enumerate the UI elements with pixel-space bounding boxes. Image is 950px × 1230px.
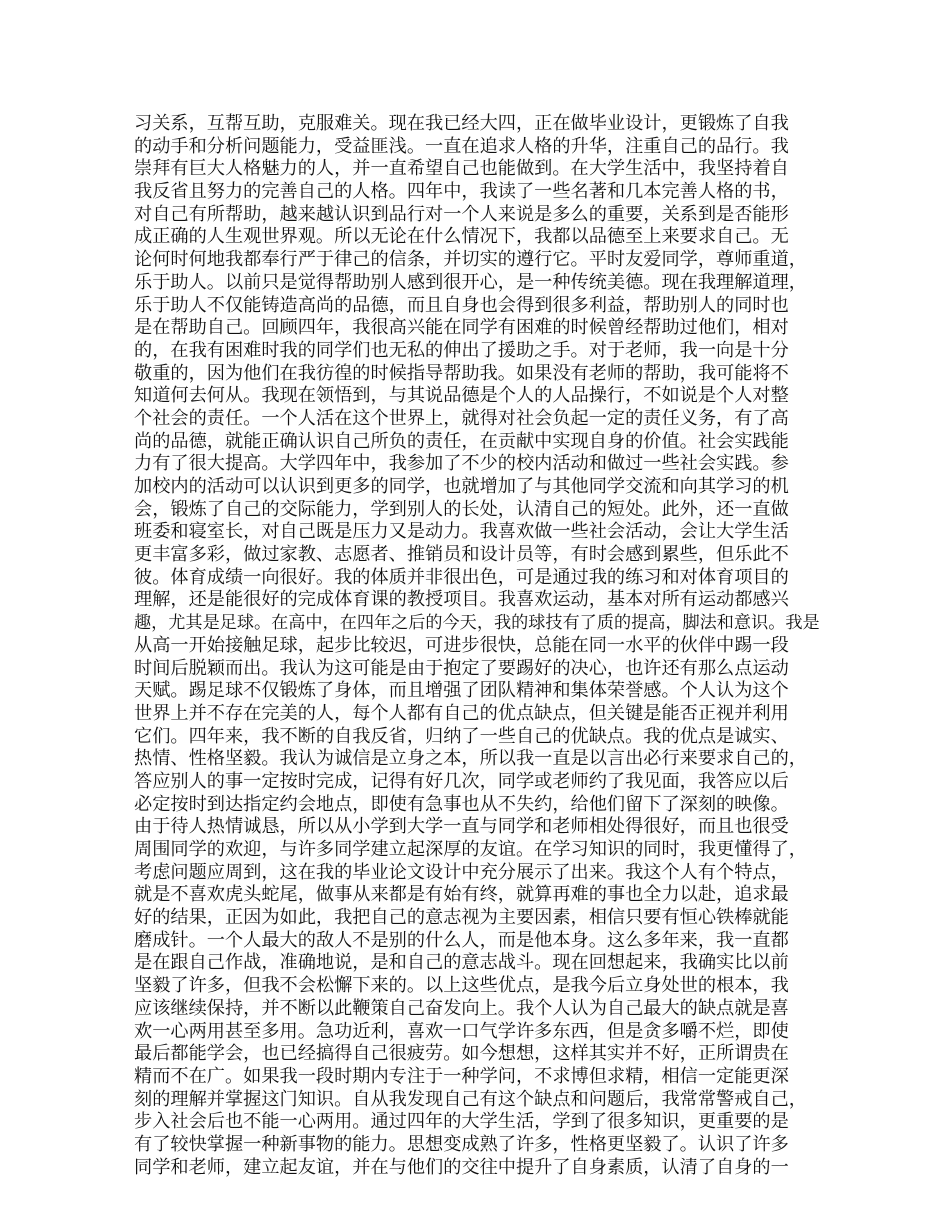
text-line: 乐于助人。以前只是觉得帮助别人感到很开心，是一种传统美德。现在我理解道理， bbox=[134, 271, 807, 293]
text-line: 趣，尤其是足球。在高中，在四年之后的今天，我的球技有了质的提高，脚法和意识。我是 bbox=[134, 613, 820, 634]
text-line: 它们。四年来，我不断的自我反省，归纳了一些自己的优缺点。我的优点是诚实、 bbox=[134, 725, 789, 747]
text-line: 欢一心两用甚至多用。急功近利，喜欢一口气学许多东西，但是贪多嚼不烂，即使 bbox=[134, 1020, 789, 1042]
text-line: 是在跟自己作战，准确地说，是和自己的意志战斗。现在回想起来，我确实比以前 bbox=[134, 952, 789, 974]
text-line: 天赋。踢足球不仅锻炼了身体，而且增强了团队精神和集体荣誉感。个人认为这个 bbox=[134, 680, 789, 702]
text-line: 会，锻炼了自己的交际能力，学到别人的长处，认清自己的短处。此外，还一直做 bbox=[134, 498, 789, 520]
text-line: 周围同学的欢迎，与许多同学建立起深厚的友谊。在学习知识的同时，我更懂得了， bbox=[134, 839, 807, 860]
text-line: 由于待人热情诚恳，所以从小学到大学一直与同学和老师相处得很好，而且也很受 bbox=[134, 816, 789, 838]
text-line: 从高一开始接触足球，起步比较迟，可进步很快，总能在同一水平的伙伴中踢一段 bbox=[134, 634, 789, 656]
text-line: 理解，还是能很好的完成体育课的教授项目。我喜欢运动，基本对所有运动都感兴 bbox=[134, 589, 789, 611]
text-line: 尚的品德，就能正确认识自己所负的责任，在贡献中实现自身的价值。社会实践能 bbox=[134, 430, 789, 452]
text-line: 个社会的责任。一个人活在这个世界上，就得对社会负起一定的责任义务，有了高 bbox=[134, 407, 789, 429]
text-line: 刻的理解并掌握这门知识。自从我发现自己有这个缺点和问题后，我常常警戒自己， bbox=[134, 1088, 807, 1110]
text-line: 乐于助人不仅能铸造高尚的品德，而且自身也会得到很多利益，帮助别人的同时也 bbox=[134, 294, 789, 316]
body-text bbox=[134, 113, 820, 1179]
text-line: 的，在我有困难时我的同学们也无私的伸出了援助之手。对于老师，我一向是十分 bbox=[134, 339, 789, 361]
text-line: 必定按时到达指定约会地点，即使有急事也从不失约，给他们留下了深刻的映像。 bbox=[134, 793, 789, 815]
text-line: 时间后脱颖而出。我认为这可能是由于抱定了要踢好的决心，也许还有那么点运动 bbox=[134, 657, 789, 679]
text-line: 对自己有所帮助，越来越认识到品行对一个人来说是多么的重要，关系到是否能形 bbox=[134, 203, 789, 225]
text-line: 论何时何地我都奉行严于律己的信条，并切实的遵行它。平时友爱同学，尊师重道， bbox=[134, 249, 807, 271]
text-line: 应该继续保持，并不断以此鞭策自己奋发向上。我个人认为自己最大的缺点就是喜 bbox=[134, 997, 789, 1019]
text-line: 是在帮助自己。回顾四年，我很高兴能在同学有困难的时候曾经帮助过他们，相对 bbox=[134, 317, 789, 339]
text-line: 就是不喜欢虎头蛇尾，做事从来都是有始有终，就算再难的事也全力以赴，追求最 bbox=[134, 884, 789, 906]
text-line: 习关系，互帮互助，克服难关。现在我已经大四，正在做毕业设计，更锻炼了自我 bbox=[134, 113, 789, 134]
text-line: 知道何去何从。我现在领悟到，与其说品德是个人的人品操行，不如说是个人对整 bbox=[134, 385, 789, 407]
text-line: 我反省且努力的完善自己的人格。四年中，我读了一些名著和几本完善人格的书， bbox=[134, 181, 789, 203]
text-line: 班委和寝室长，对自己既是压力又是动力。我喜欢做一些社会活动，会让大学生活 bbox=[134, 521, 789, 543]
text-line: 力有了很大提高。大学四年中，我参加了不少的校内活动和做过一些社会实践。参 bbox=[134, 453, 789, 475]
text-line: 崇拜有巨大人格魅力的人，并一直希望自己也能做到。在大学生活中，我坚持着自 bbox=[134, 158, 789, 180]
text-line: 有了较快掌握一种新事物的能力。思想变成熟了许多，性格更坚毅了。认识了许多 bbox=[134, 1133, 789, 1155]
text-line: 精而不在广。如果我一段时期内专注于一种学问，不求博但求精，相信一定能更深 bbox=[134, 1065, 789, 1087]
text-line: 考虑问题应周到，这在我的毕业论文设计中充分展示了出来。我这个人有个特点， bbox=[134, 861, 789, 883]
text-line: 彼。体育成绩一向很好。我的体质并非很出色，可是通过我的练习和对体育项目的 bbox=[134, 566, 789, 588]
text-line: 答应别人的事一定按时完成，记得有好几次，同学或老师约了我见面，我答应以后 bbox=[134, 770, 789, 792]
text-line: 敬重的，因为他们在我彷徨的时候指导帮助我。如果没有老师的帮助，我可能将不 bbox=[134, 362, 789, 384]
text-line: 磨成针。一个人最大的敌人不是别的什么人，而是他本身。这么多年来，我一直都 bbox=[134, 929, 789, 951]
text-line: 同学和老师，建立起友谊，并在与他们的交往中提升了自身素质，认清了自身的一 bbox=[134, 1156, 789, 1178]
text-line: 的动手和分析问题能力，受益匪浅。一直在追求人格的升华，注重自己的品行。我 bbox=[134, 135, 789, 157]
text-line: 步入社会后也不能一心两用。通过四年的大学生活，学到了很多知识，更重要的是 bbox=[134, 1111, 789, 1133]
text-line: 坚毅了许多，但我不会松懈下来的。以上这些优点，是我今后立身处世的根本，我 bbox=[134, 975, 789, 997]
text-line: 更丰富多彩，做过家教、志愿者、推销员和设计员等，有时会感到累些，但乐此不 bbox=[134, 544, 789, 566]
text-line: 成正确的人生观世界观。所以无论在什么情况下，我都以品德至上来要求自己。无 bbox=[134, 226, 789, 248]
text-line: 最后都能学会，也已经搞得自己很疲劳。如今想想，这样其实并不好，正所谓贵在 bbox=[134, 1043, 789, 1065]
text-line: 热情、性格坚毅。我认为诚信是立身之本，所以我一直是以言出必行来要求自己的， bbox=[134, 748, 807, 770]
text-line: 好的结果，正因为如此，我把自己的意志视为主要因素，相信只要有恒心铁棒就能 bbox=[134, 907, 789, 929]
text-line: 加校内的活动可以认识到更多的同学，也就增加了与其他同学交流和向其学习的机 bbox=[134, 476, 789, 497]
text-line: 世界上并不存在完美的人，每个人都有自己的优点缺点，但关键是能否正视并利用 bbox=[134, 702, 789, 724]
